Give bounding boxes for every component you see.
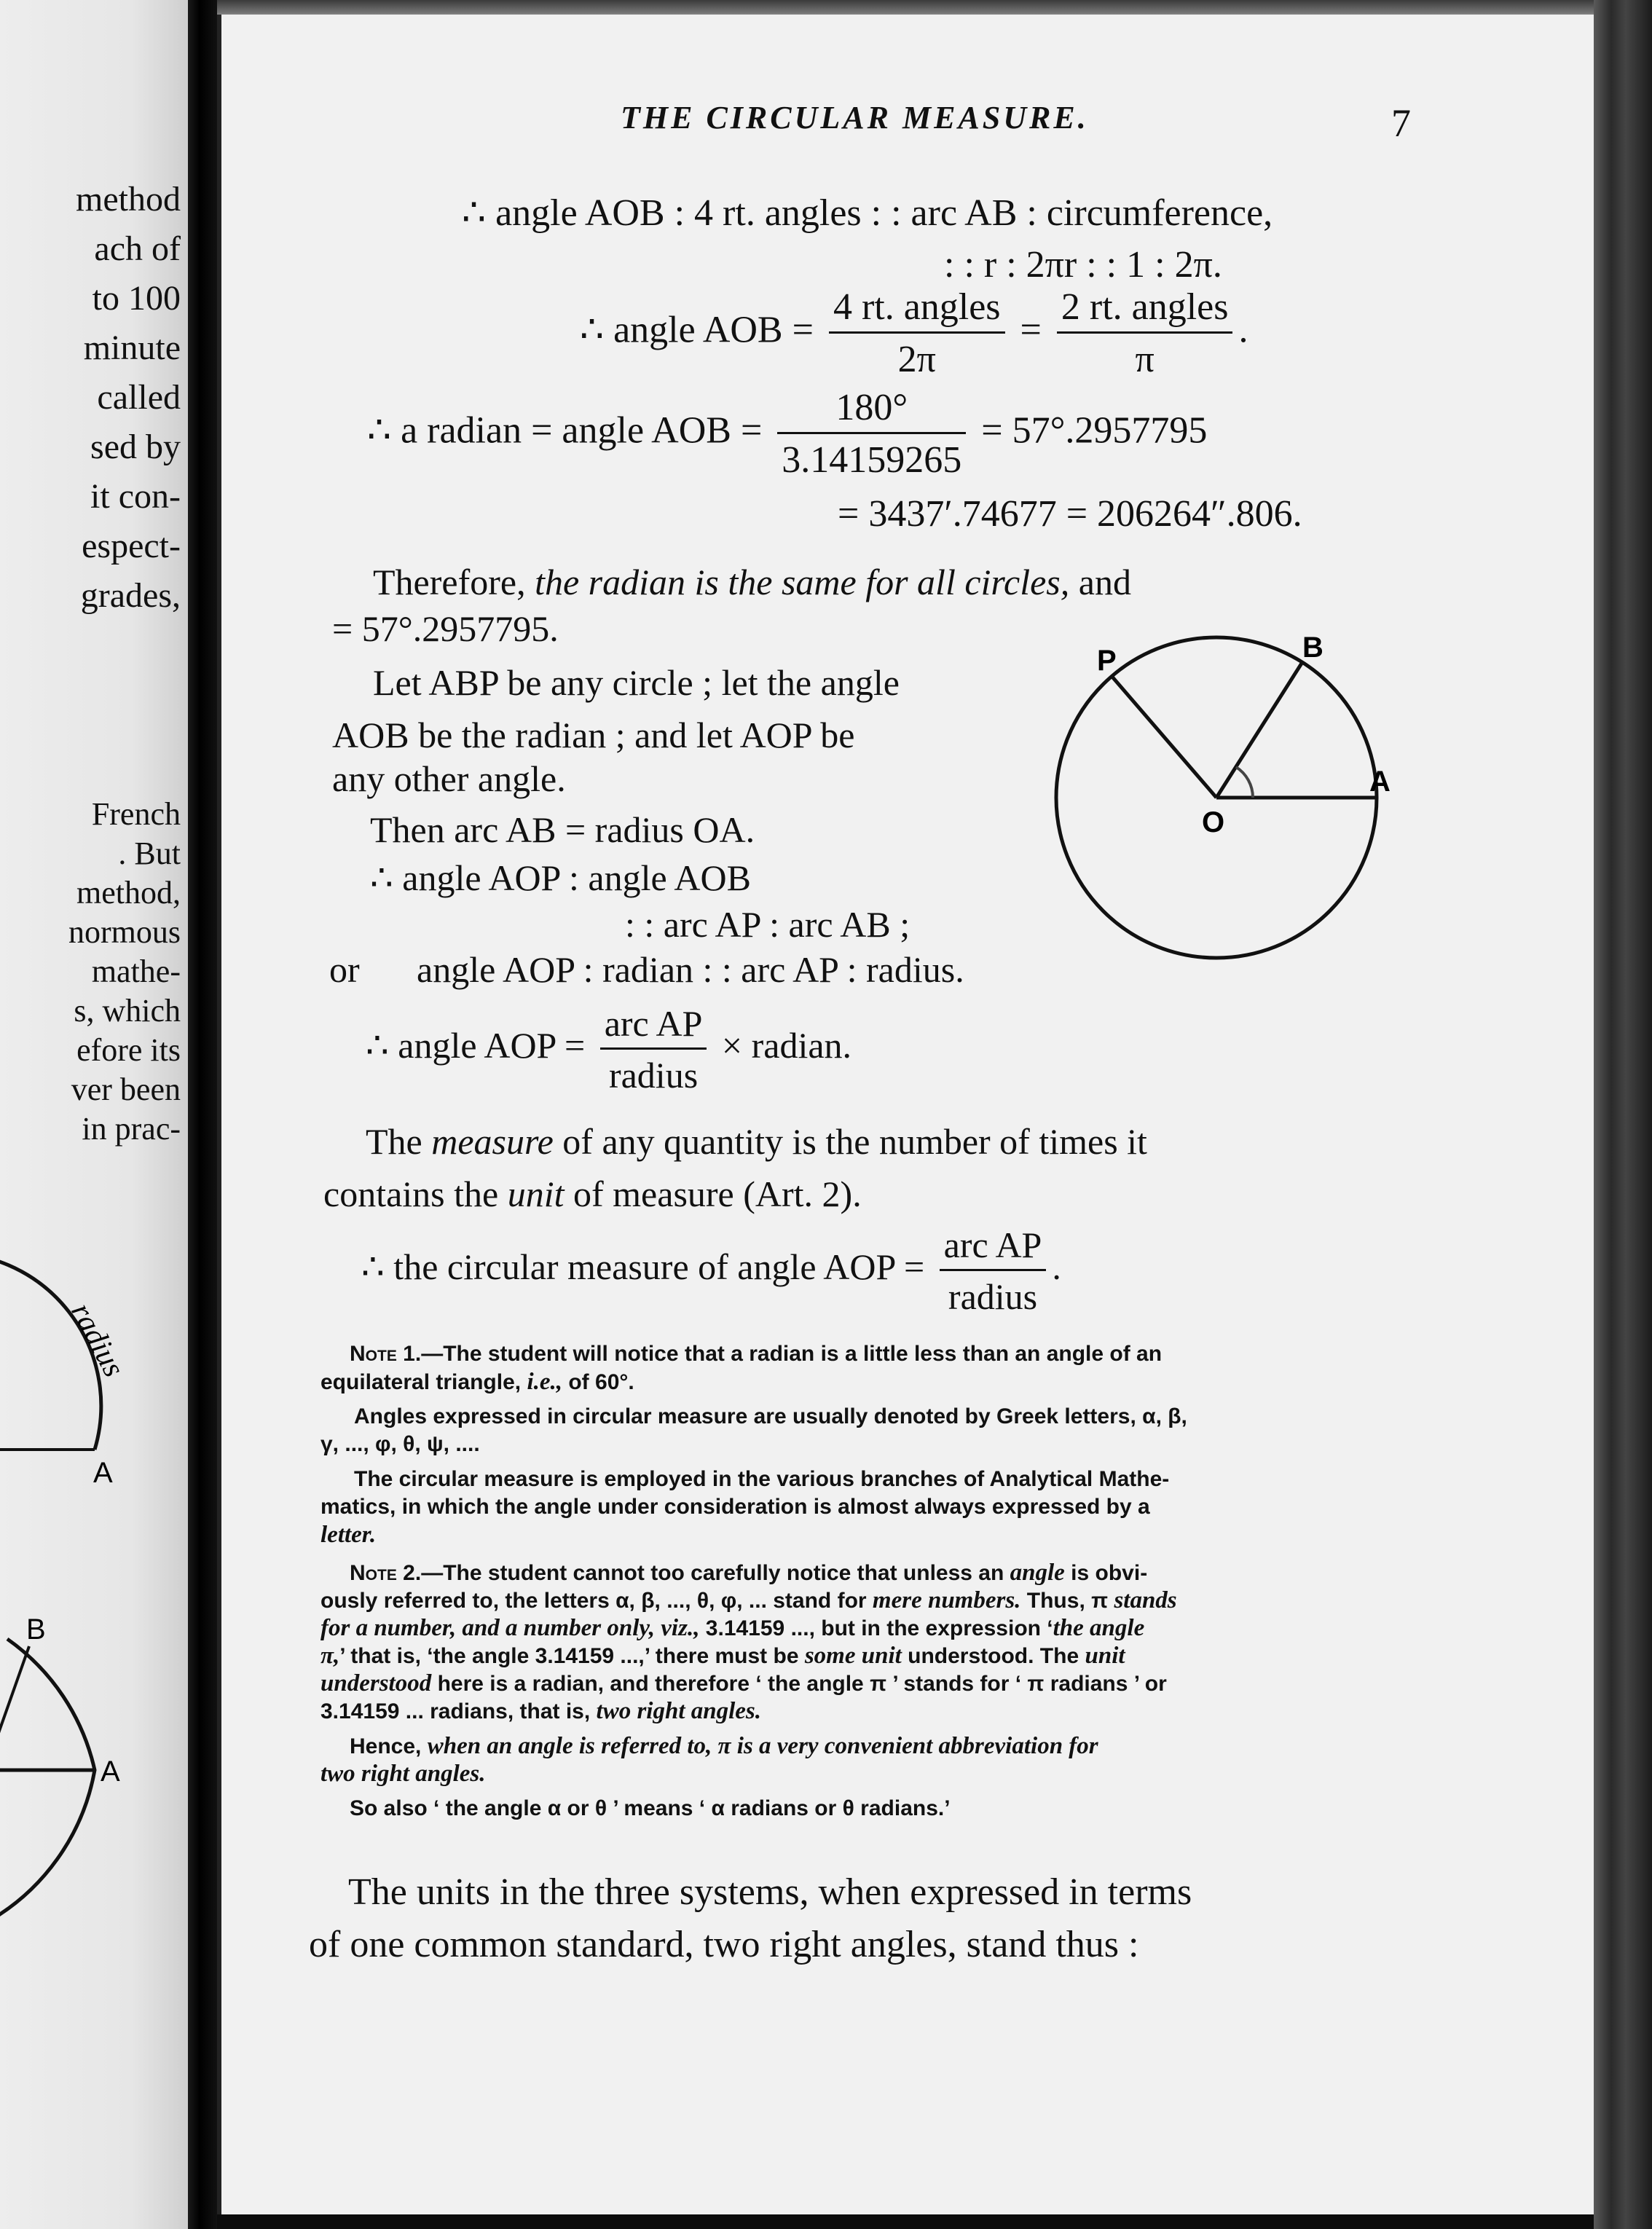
left-text-line: . But [118, 836, 181, 871]
n4d4: understood. The [908, 1644, 1079, 1668]
n4d3: some unit [804, 1643, 902, 1669]
m2b: unit [507, 1174, 565, 1214]
m1a: The [366, 1121, 422, 1162]
left-text-line: method [76, 180, 181, 219]
eq4-numerator: 180° [777, 386, 966, 434]
therefore-and: and [1078, 562, 1131, 602]
note-greek-line-2: γ, ..., φ, θ, ψ, .... [320, 1432, 480, 1456]
eq3-frac1-numerator: 4 rt. angles [829, 286, 1005, 334]
note-greek-line-1: Angles expressed in circular measure are usually denoted by Greek letters, α, β, [354, 1404, 1187, 1428]
m3-fraction [940, 1224, 1047, 1318]
equation-line-3 [580, 286, 1248, 381]
therefore-value: = 57°.2957795. [332, 608, 559, 649]
n4b3: Thus, π [1026, 1589, 1109, 1613]
eq4-denominator: 3.14159265 [782, 439, 962, 481]
radius-op [1112, 676, 1216, 798]
note-hence-line-2 [320, 1760, 485, 1788]
page-right-edge [1594, 0, 1652, 2229]
eq3-frac1-denominator: 2π [897, 339, 936, 380]
n5b: two right angles. [320, 1761, 486, 1787]
left-arc-2 [0, 1639, 95, 1923]
left-text-line: method, [76, 875, 181, 911]
n4a2: angle [1010, 1560, 1065, 1586]
angle-arc-aob [1236, 767, 1253, 798]
m3-lhs: ∴ the circular measure of angle AOP = [361, 1246, 925, 1287]
book-gutter [188, 0, 217, 2229]
eq4-lhs: ∴ a radian = angle AOB = [367, 409, 763, 452]
eq3-frac2-denominator: π [1135, 339, 1155, 380]
note-circular-line-2: matics, in which the angle under consideration is almost always expressed by a [320, 1495, 1150, 1519]
note-circular-line-1: The circular measure is employed in the various branches of Analytical Mathe- [354, 1467, 1170, 1491]
p8-numerator: arc AP [600, 1002, 707, 1050]
equation-line-2: : : r : 2πr : : 1 : 2π. [944, 244, 1222, 286]
note2-line-4 [320, 1642, 1125, 1670]
left-text-line: in prac- [82, 1111, 181, 1147]
n4e2: here is a radian, and therefore ‘ the angle π ’ stands for ‘ π radians ’ or [437, 1672, 1167, 1696]
eq3-lhs: ∴ angle AOB = [580, 309, 814, 351]
m2a: contains the [323, 1174, 499, 1214]
note1-text: —The student will notice that a radian is a little less than an angle of an [421, 1342, 1163, 1366]
proof-line-8 [366, 1002, 851, 1096]
left-label-a2: A [101, 1756, 120, 1788]
n4c2: 3.14159 ..., but in the expression ‘ [705, 1616, 1053, 1640]
p8-fraction [600, 1002, 707, 1096]
left-text-line: French [91, 796, 181, 832]
equation-line-5: = 3437′.74677 = 206264″.806. [838, 493, 1302, 535]
radian-circle-figure [1049, 626, 1391, 969]
m1c: of any quantity is the number of times it [562, 1121, 1147, 1162]
n1b3: of 60°. [568, 1370, 634, 1394]
left-text-line: minute [83, 329, 181, 367]
note2-line-1 [350, 1559, 1147, 1587]
left-text-line: ver been [71, 1072, 181, 1107]
equation-line-1: ∴ angle AOB : 4 rt. angles : : arc AB : circumference, [462, 192, 1273, 234]
n4b1: ously referred to, the letters α, β, ..., θ, φ, ... stand for [320, 1589, 867, 1613]
proof-line-3: any other angle. [332, 758, 566, 799]
p8-lhs: ∴ angle AOP = [366, 1024, 586, 1066]
n4c1: for a number, and a number only, viz., [320, 1615, 700, 1641]
note2-line-2 [320, 1587, 1177, 1615]
note2-line-6 [320, 1697, 761, 1726]
proof-line-1: Let ABP be any circle ; let the angle [373, 662, 900, 703]
eq4-fraction [777, 386, 966, 481]
therefore-line [373, 561, 1131, 603]
therefore-word: Therefore, [373, 562, 526, 602]
left-text-line: normous [68, 914, 181, 950]
note2-label: Note 2. [350, 1561, 422, 1585]
left-text-line: ach of [94, 229, 181, 268]
n4e1: understood [320, 1670, 432, 1697]
note1-line-1 [350, 1340, 1162, 1368]
n3c: letter. [320, 1522, 377, 1548]
m3-end: . [1052, 1246, 1061, 1287]
proof-line-4: Then arc AB = radius OA. [370, 809, 755, 850]
left-text-line: s, which [74, 993, 181, 1029]
note2-line-5 [320, 1670, 1167, 1698]
measure-line-2 [323, 1173, 862, 1215]
n4a3: is obvi- [1071, 1561, 1148, 1585]
page-number: 7 [1391, 101, 1411, 145]
n1b2: i.e., [527, 1369, 563, 1395]
note-circular-line-3 [320, 1521, 376, 1549]
n1b1: equilateral triangle, [320, 1370, 522, 1394]
n4f1: 3.14159 ... radians, that is, [320, 1699, 591, 1723]
left-text-line: it con- [90, 477, 181, 516]
left-text-line: mathe- [91, 954, 181, 989]
proof-line-7: angle AOP : radian : : arc AP : radius. [417, 949, 964, 990]
m2c: of measure (Art. 2). [573, 1174, 862, 1214]
note1-label: Note 1. [350, 1342, 422, 1366]
running-header: THE CIRCULAR MEASURE. [621, 100, 1089, 135]
eq3-fraction-2 [1057, 286, 1233, 381]
left-label-a: A [93, 1457, 113, 1489]
eq3-end: . [1238, 309, 1248, 351]
label-a: A [1369, 766, 1391, 798]
p8-denominator: radius [608, 1055, 699, 1096]
m1b: measure [431, 1121, 554, 1162]
label-p: P [1097, 645, 1117, 677]
proof-line-2: AOB be the radian ; and let AOP be [332, 715, 855, 755]
measure-line-3 [361, 1224, 1061, 1318]
n5a2: when an angle is referred to, π is a very convenient abbreviation for [427, 1733, 1098, 1759]
final-line-2: of one common standard, two right angles, stand thus : [309, 1924, 1139, 1965]
n4a1: —The student cannot too carefully notice that unless an [421, 1561, 1004, 1585]
m3-denominator: radius [948, 1276, 1038, 1317]
measure-line-1 [366, 1120, 1147, 1163]
left-label-b: B [26, 1613, 46, 1646]
n4d5: unit [1085, 1643, 1125, 1669]
equation-line-4 [367, 386, 1207, 481]
m3-numerator: arc AP [940, 1224, 1047, 1271]
proof-line-5: ∴ angle AOP : angle AOB [370, 857, 751, 898]
left-text-line: called [97, 378, 181, 417]
left-text-line: grades, [80, 576, 181, 615]
label-o: O [1202, 806, 1225, 838]
eq4-rhs: = 57°.2957795 [981, 409, 1208, 452]
left-text-line: efore its [76, 1032, 181, 1068]
note-so-also: So also ‘ the angle α or θ ’ means ‘ α radians or θ radians.’ [350, 1796, 951, 1820]
n4f2: two right angles. [596, 1698, 762, 1724]
n4d1: π, [320, 1643, 340, 1669]
n4b2: mere numbers. [872, 1587, 1021, 1613]
final-line-1: The units in the three systems, when expressed in terms [348, 1871, 1192, 1913]
previous-page-sliver [0, 0, 188, 2229]
note2-line-3 [320, 1614, 1144, 1643]
n4b4: stands [1114, 1587, 1177, 1613]
left-text-line: espect- [82, 527, 181, 565]
left-text-line: to 100 [92, 279, 181, 318]
eq3-equals: = [1020, 309, 1042, 351]
eq3-frac2-numerator: 2 rt. angles [1057, 286, 1233, 334]
therefore-italic: the radian is the same for all circles, [535, 562, 1070, 602]
left-radius-line [0, 1646, 29, 1770]
note1-line-2 [320, 1368, 634, 1396]
n4d2: ’ that is, ‘the angle 3.14159 ...,’ there must be [339, 1644, 799, 1668]
note-hence-line-1 [350, 1732, 1098, 1761]
n4c3: the angle [1053, 1615, 1145, 1641]
proof-line-6: : : arc AP : arc AB ; [625, 904, 910, 945]
left-radius-label: radius [64, 1297, 131, 1383]
label-b: B [1302, 632, 1323, 664]
proof-or: or [329, 949, 360, 990]
left-text-line: sed by [90, 428, 181, 466]
eq3-fraction-1 [829, 286, 1005, 381]
left-page-figures [0, 0, 188, 2229]
p8-rhs: × radian. [721, 1024, 852, 1066]
radius-ob [1216, 662, 1302, 798]
n5a1: Hence, [350, 1734, 422, 1758]
